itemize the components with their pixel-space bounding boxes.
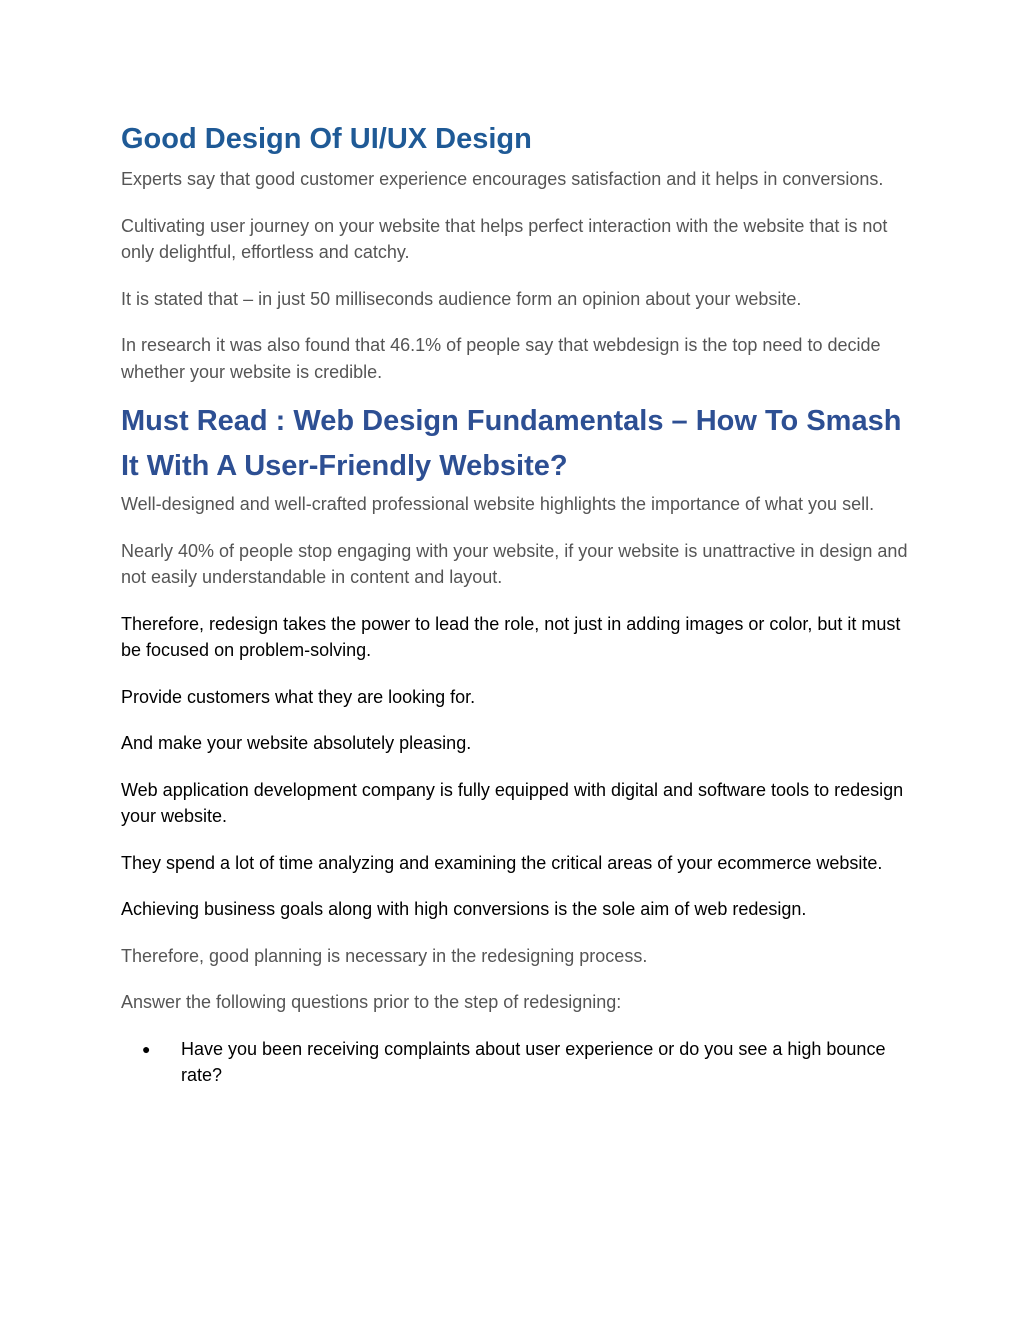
paragraph: Well-designed and well-crafted professional website highlights the importance of what you sell. [121, 494, 875, 514]
list-item [121, 1036, 911, 1089]
bullet-list [121, 1036, 911, 1089]
document-page [121, 118, 911, 1089]
list-item-text: Have you been receiving complaints about user experience or do you see a high bounce rate? [181, 1038, 886, 1085]
paragraph: In research it was also found that 46.1% of people say that webdesign is the top need to decide whether your website is credible. [121, 335, 881, 382]
section-heading-must-read: Must Read : Web Design Fundamentals – How To Smash It With A User-Friendly Website? [121, 405, 902, 482]
section-heading-good-design: Good Design Of UI/UX Design [121, 123, 532, 155]
paragraph: Provide customers what they are looking for. [121, 686, 476, 707]
paragraph: It is stated that – in just 50 milliseconds audience form an opinion about your website. [121, 288, 802, 309]
paragraph: Answer the following questions prior to the step of redesigning: [121, 992, 622, 1012]
paragraph: Nearly 40% of people stop engaging with your website, if your website is unattractive in design and not easily understandable in content and layout. [121, 540, 908, 587]
paragraph: And make your website absolutely pleasing. [121, 733, 472, 753]
paragraph: They spend a lot of time analyzing and examining the critical areas of your ecommerce website. [121, 852, 883, 873]
paragraph: Achieving business goals along with high conversions is the sole aim of web redesign. [121, 899, 807, 919]
paragraph: Therefore, good planning is necessary in the redesigning process. [121, 945, 648, 966]
paragraph: Experts say that good customer experience encourages satisfaction and it helps in conversions. [121, 169, 884, 189]
paragraph: Cultivating user journey on your website that helps perfect interaction with the website that is not only delightful, effortless and catchy. [121, 215, 888, 262]
bullet-icon: ● [142, 1040, 151, 1057]
paragraph: Therefore, redesign takes the power to lead the role, not just in adding images or color, but it must be focused on problem-solving. [121, 613, 901, 660]
paragraph: Web application development company is fully equipped with digital and software tools to redesign your website. [121, 779, 904, 826]
